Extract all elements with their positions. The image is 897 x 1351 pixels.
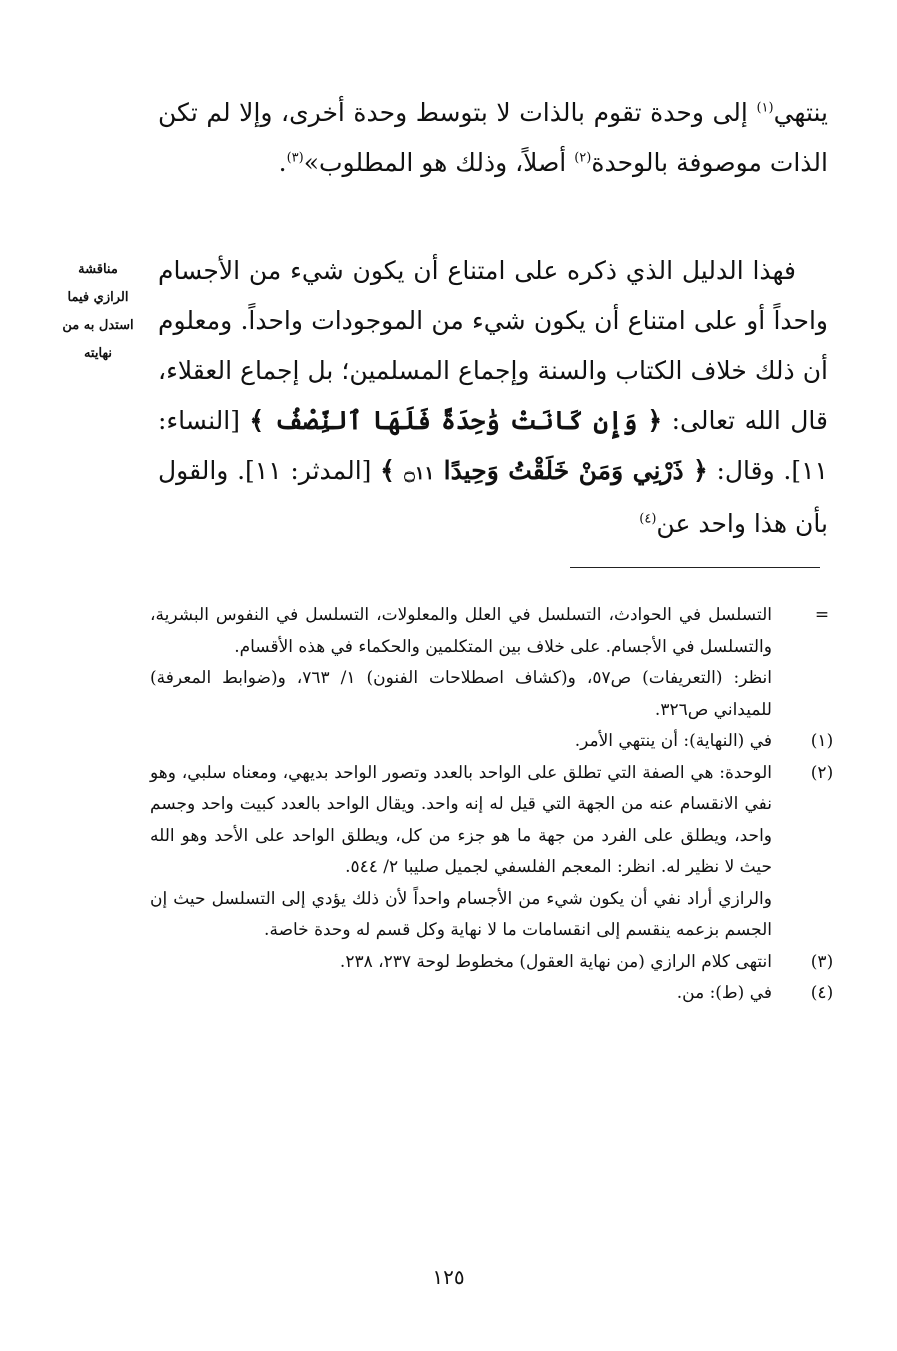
text-segment: .: [278, 148, 287, 177]
footnote-4: [150, 978, 842, 1010]
margin-note-line: نهايته: [83, 346, 113, 361]
main-text-continuation: [158, 88, 828, 188]
margin-note-line: استدل به من: [62, 318, 134, 333]
text-segment: ينتهي: [773, 98, 828, 127]
margin-note: [52, 256, 144, 368]
footnote-text: في (ط): من.: [676, 983, 772, 1003]
footnote-ref-3[interactable]: (٣): [286, 150, 304, 166]
footnote-number: (٣): [810, 951, 834, 972]
footnote-text: الوحدة: هي الصفة التي تطلق على الواحد بالعدد وتصور الواحد بديهي، ومعناه سلبي، وهو نفي الانقسام عنه من الجهة التي قيل له إنه واحد. ويقال الواحد بالعدد كبيت واحد وجسم واحد، ويطلق على الفرد من جهة ما هو جزء من كل، ويطلق الواحد على الأحد وهو الله حيث لا نظير له. انظر: المعجم الفلسفي لجميل صليبا ٢/ ٥٤٤.: [150, 762, 772, 877]
text-segment: فهذا الدليل الذي ذكره على امتناع أن يكون شيء من الأجسام واحداً أو على امتناع أن يكون شيء من الموجودات واحداً. ومعلوم أن ذلك خلاف الكتاب والسنة وإجماع المسلمين؛ بل إجماع العقلاء، قال الله تعالى:: [158, 256, 828, 435]
footnote-3: [150, 947, 842, 979]
footnote-ref-2[interactable]: (٢): [574, 150, 592, 166]
quran-verse: [380, 456, 708, 485]
verse-reference: [المدثر: ١١].: [228, 456, 381, 485]
verse-bracket: ﴾: [380, 456, 405, 485]
aya-number-icon: ۝١١: [404, 463, 435, 484]
footnote-text: انتهى كلام الرازي (من نهاية العقول) مخطوط لوحة ٢٣٧، ٢٣٨.: [339, 951, 772, 972]
page-number: ١٢٥: [432, 1265, 465, 1289]
footnote-2: [150, 758, 842, 947]
footnote-text-extra: والرازي أراد نفي أن يكون شيء من الأجسام واحداً لأن ذلك يؤدي إلى التسلسل حيث إن الجسم بزعمه ينقسم إلى انقسامات ما لا نهاية وكل قسم له وحدة خاصة.: [150, 888, 772, 940]
continuation-marker: =: [814, 605, 830, 625]
quran-verse: ﴿ وَإِن كَانَتْ وَٰحِدَةً فَلَهَا ٱلنِّصْفُ ﴾: [249, 406, 663, 435]
verse-text: ﴿ ذَرْنِي وَمَنْ خَلَقْتُ وَحِيدًا: [434, 456, 708, 485]
margin-note-line: الرازي فيما: [67, 290, 129, 305]
footnote-1: [150, 726, 842, 758]
text-segment: والقول بأن هذا واحد عن: [158, 456, 828, 538]
footnote-ref-4[interactable]: (٤): [639, 511, 657, 527]
footnote-separator: [570, 567, 820, 568]
text-segment: إلى وحدة تقوم بالذات لا بتوسط وحدة أخرى، وإلا لم تكن الذات موصوفة بالوحدة: [158, 98, 828, 177]
footnote-reference: انظر: (التعريفات) ص٥٧، و(كشاف اصطلاحات الفنون) ١/ ٧٦٣، و(ضوابط المعرفة) للميداني ص٣٢٦.: [150, 668, 773, 720]
footnote-text: التسلسل في الحوادث، التسلسل في العلل والمعلولات، التسلسل في النفوس البشرية، والتسلسل في الأجسام. على خلاف بين المتكلمين والحكماء في هذه الأقسام.: [150, 605, 772, 657]
text-segment: وقال:: [707, 456, 775, 485]
text-segment: أصلاً، وذلك هو المطلوب»: [303, 148, 575, 177]
footnote-ref-1[interactable]: (١): [756, 100, 774, 116]
footnote-text: في (النهاية): أن ينتهي الأمر.: [574, 731, 772, 751]
margin-note-line: مناقشة: [78, 262, 118, 277]
footnotes: [150, 600, 842, 1010]
main-paragraph: [158, 246, 828, 549]
footnote-number: (١): [810, 731, 834, 751]
footnote-number: (٤): [810, 983, 834, 1003]
verse-reference: [النساء: ١١].: [158, 406, 828, 485]
footnote-continued: [150, 600, 842, 726]
footnote-number: (٢): [810, 762, 834, 783]
